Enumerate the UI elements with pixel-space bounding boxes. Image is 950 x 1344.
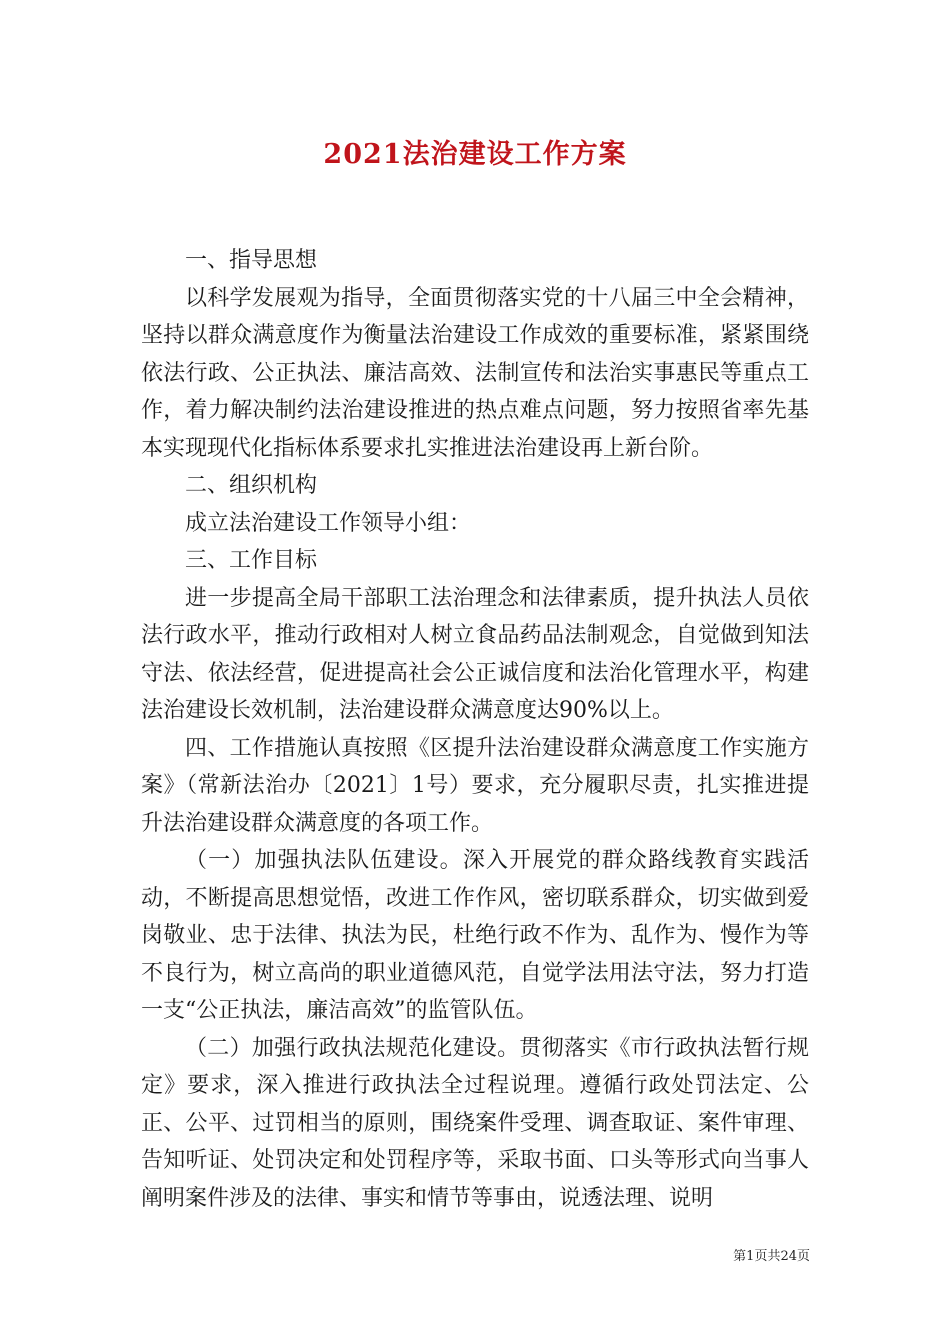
body-paragraph: （二）加强行政执法规范化建设。贯彻落实《市行政执法暂行规定》要求，深入推进行政执法全过程说理。遵循行政处罚法定、公正、公平、过罚相当的原则，围绕案件受理、调查取证、案件审理、告知听证、处罚决定和处罚程序等，采取书面、口头等形式向当事人阐明案件涉及的法律、事实和情节等事由，说透法理、说明 — [141, 1035, 809, 1211]
page-number: 第1页共24页 — [733, 1249, 810, 1264]
body-paragraph: 以科学发展观为指导，全面贯彻落实党的十八届三中全会精神，坚持以群众满意度作为衡量法治建设工作成效的重要标准，紧紧围绕依法行政、公正执法、廉洁高效、法制宣传和法治实事惠民等重点工作，着力解决制约法治建设推进的热点难点问题，努力按照省率先基本实现现代化指标体系要求扎实推进法治建设再上新台阶。 — [141, 285, 809, 461]
body-paragraph: （一）加强执法队伍建设。深入开展党的群众路线教育实践活动，不断提高思想觉悟，改进工作作风，密切联系群众，切实做到爱岗敬业、忠于法律、执法为民，杜绝行政不作为、乱作为、慢作为等不良行为，树立高尚的职业道德风范，自觉学法用法守法，努力打造一支“公正执法，廉洁高效”的监管队伍。 — [141, 848, 809, 1023]
section-heading: 三、工作目标 — [185, 548, 318, 573]
page-title: 2021法治建设工作方案 — [323, 139, 627, 170]
section-heading: 二、组织机构 — [185, 473, 318, 498]
body-paragraph: 进一步提高全局干部职工法治理念和法律素质，提升执法人员依法行政水平，推动行政相对人树立食品药品法制观念，自觉做到知法守法、依法经营，促进提高社会公正诚信度和法治化管理水平，构建法治建设长效机制，法治建设群众满意度达90%以上。 — [141, 585, 809, 723]
body-paragraph: 成立法治建设工作领导小组： — [185, 510, 472, 536]
body-paragraph: 四、工作措施认真按照《区提升法治建设群众满意度工作实施方案》（常新法治办〔2021〕1号）要求，充分履职尽责，扎实推进提升法治建设群众满意度的各项工作。 — [141, 735, 809, 836]
section-heading: 一、指导思想 — [185, 248, 318, 273]
document-body — [141, 242, 809, 1217]
